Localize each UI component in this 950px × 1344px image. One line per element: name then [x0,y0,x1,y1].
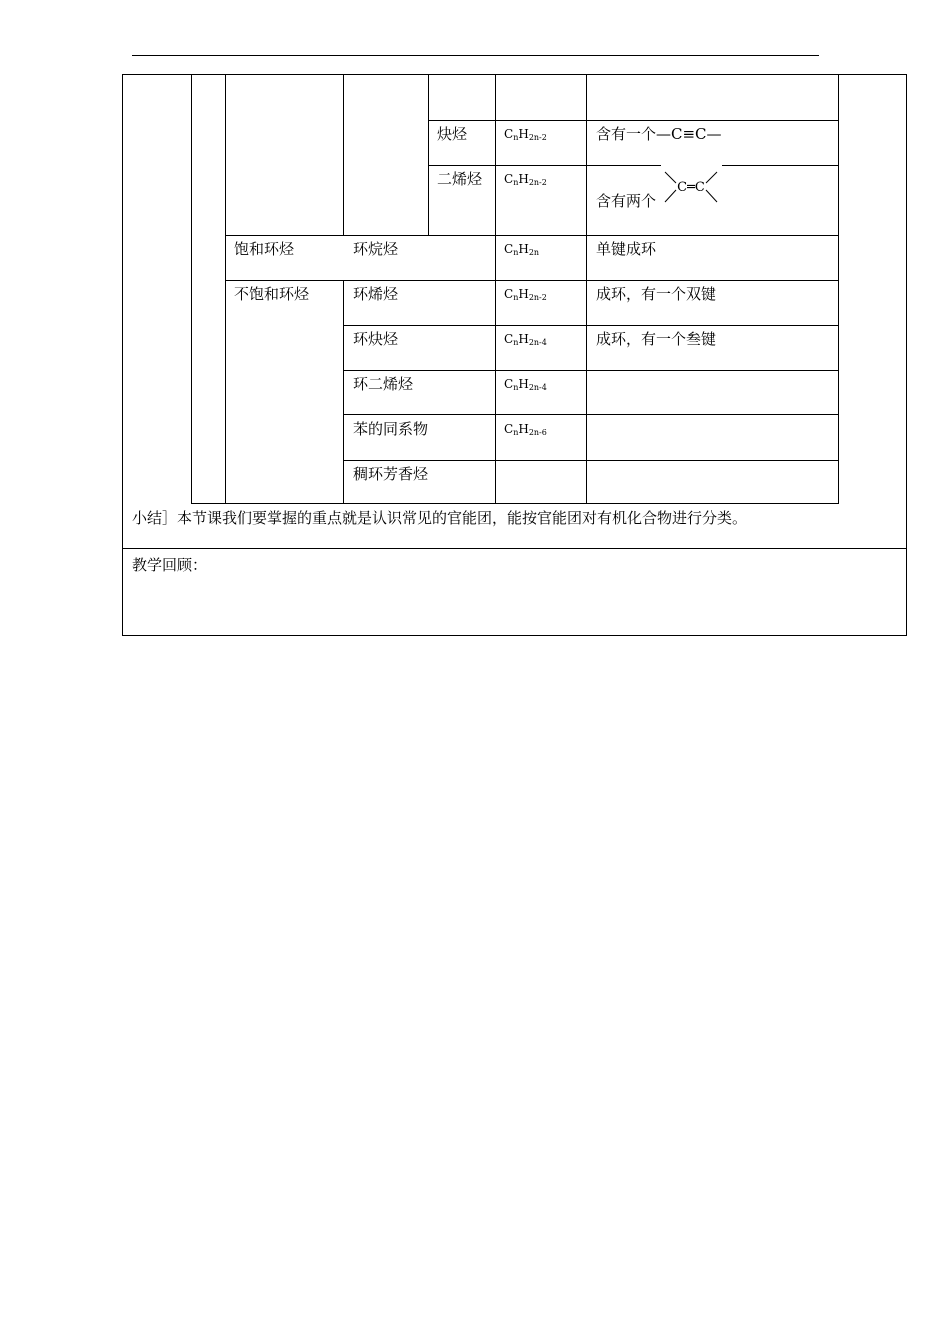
class-name: 环二烯烃 [353,375,414,393]
molecular-formula: $C_nH_{2n-6}$ [504,422,547,437]
section-divider [122,548,907,549]
table-hline [343,460,839,461]
lesson-summary: 小结］本节课我们要掌握的重点就是认识常见的官能团，能按官能团对有机化合物进行分类。 [132,509,748,527]
class-name: 稠环芳香烃 [353,465,429,483]
table-hline [722,165,839,166]
table-vline [343,74,344,236]
table-vline [586,74,587,504]
class-name: 环烯烃 [353,285,399,303]
page-header-rule [132,55,819,56]
group-name: 饱和环烃 [234,240,295,258]
table-vline [495,74,496,504]
structure-feature: 含有一个—C≡C— [596,125,722,143]
class-name: 二烯烃 [437,170,483,188]
table-vline [225,74,226,504]
table-hline [225,280,839,281]
molecular-formula: $C_nH_{2n-4}$ [504,377,547,392]
class-name: 环炔烃 [353,330,399,348]
table-vline [428,74,429,236]
structure-feature: 含有两个 [596,192,657,210]
molecular-formula: $C_nH_{2n-4}$ [504,332,547,347]
table-hline [343,370,839,371]
class-name: 环烷烃 [353,240,399,258]
table-hline [586,165,661,166]
table-hline [343,325,839,326]
structure-feature: 成环，有一个叁键 [596,330,717,348]
class-name: 炔烃 [437,125,468,143]
teaching-review-label: 教学回顾： [132,556,208,574]
molecular-formula: $C_nH_{2n-2}$ [504,172,547,187]
group-name: 不饱和环烃 [234,285,310,303]
molecular-formula: $C_nH_{2n-2}$ [504,127,547,142]
table-hline [428,165,586,166]
table-hline [428,120,839,121]
structure-feature: 单键成环 [596,240,657,258]
double-bond-diagram [659,166,723,206]
double-bond-label: C═C [677,180,705,195]
table-vline [343,280,344,504]
structure-feature: 成环，有一个双键 [596,285,717,303]
table-hline [343,414,839,415]
molecular-formula: $C_nH_{2n-2}$ [504,287,547,302]
class-name: 苯的同系物 [353,420,429,438]
table-hline [225,235,839,236]
molecular-formula: $C_nH_{2n}$ [504,242,540,257]
